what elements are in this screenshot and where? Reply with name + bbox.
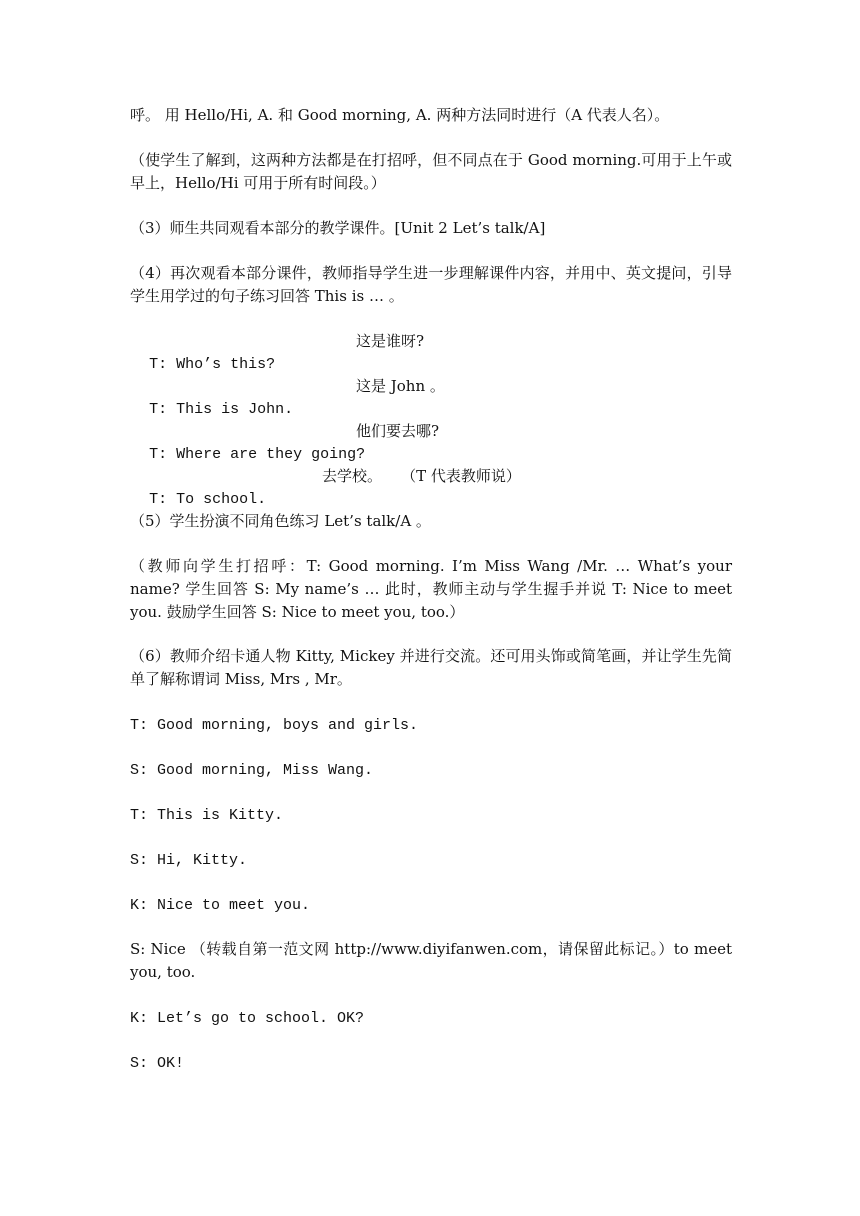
dialog-english: T: To school. — [149, 491, 267, 508]
dialog-line — [130, 1051, 184, 1075]
dialog-line — [130, 848, 247, 872]
paragraph-step-6: （6）教师介绍卡通人物 Kitty, Mickey 并进行交流。还可用头饰或简笔画，并让学生先简单了解称谓词 Miss, Mrs , Mr。 — [130, 647, 732, 688]
dialog-english: T: Good morning, boys and girls. — [130, 717, 419, 734]
dialog-line — [130, 803, 283, 827]
dialog-english: K: Nice to meet you. — [130, 897, 311, 914]
dialog-english: T: This is Kitty. — [130, 807, 284, 824]
dialog-english: T: Where are they going? — [149, 446, 366, 463]
dialog-chinese: 这是 John 。 — [356, 377, 445, 395]
dialog-english: S: Hi, Kitty. — [130, 852, 248, 869]
dialog-line — [130, 893, 310, 917]
paragraph-step-5: （5）学生扮演不同角色练习 Let’s talk/A 。 — [130, 512, 431, 530]
dialog-english: T: Who’s this? — [149, 356, 276, 373]
paragraph-step-3: （3）师生共同观看本部分的教学课件。[Unit 2 Let’s talk/A] — [130, 219, 546, 237]
paragraph-roleplay-instructions: （教师向学生打招呼：T: Good morning. I’m Miss Wang /Mr. … What’s your name? 学生回答 S: My name’s … 此时，教师主动与学生握手并说 T: Nice to meet you. 鼓励学生回答 S: Nice to meet you, too.） — [130, 557, 732, 621]
dialog-english: S: OK! — [130, 1055, 185, 1072]
dialog-chinese: 这是谁呀? — [356, 332, 425, 350]
dialog-line — [130, 758, 373, 782]
paragraph-greeting-methods: 呼。 用 Hello/Hi, A. 和 Good morning, A. 两种方法同时进行（A 代表人名）。 — [130, 106, 670, 124]
paragraph-nice-to-meet-you: S: Nice （转载自第一范文网 http://www.diyifanwen.com，请保留此标记。）to meet you, too. — [130, 940, 732, 981]
dialog-line — [130, 1006, 364, 1030]
dialog-line — [130, 713, 418, 737]
dialog-english: K: Let’s go to school. OK? — [130, 1010, 365, 1027]
paragraph-step-4: （4）再次观看本部分课件，教师指导学生进一步理解课件内容，并用中、英文提问，引导学生用学过的句子练习回答 This is … 。 — [130, 264, 732, 305]
dialog-english: S: Good morning, Miss Wang. — [130, 762, 374, 779]
dialog-chinese: 去学校。 （T 代表教师说） — [322, 467, 521, 485]
paragraph-greeting-explanation: （使学生了解到，这两种方法都是在打招呼，但不同点在于 Good morning.可用于上午或早上，Hello/Hi 可用于所有时间段。） — [130, 151, 732, 192]
dialog-english: T: This is John. — [149, 401, 294, 418]
dialog-chinese: 他们要去哪? — [356, 422, 440, 440]
